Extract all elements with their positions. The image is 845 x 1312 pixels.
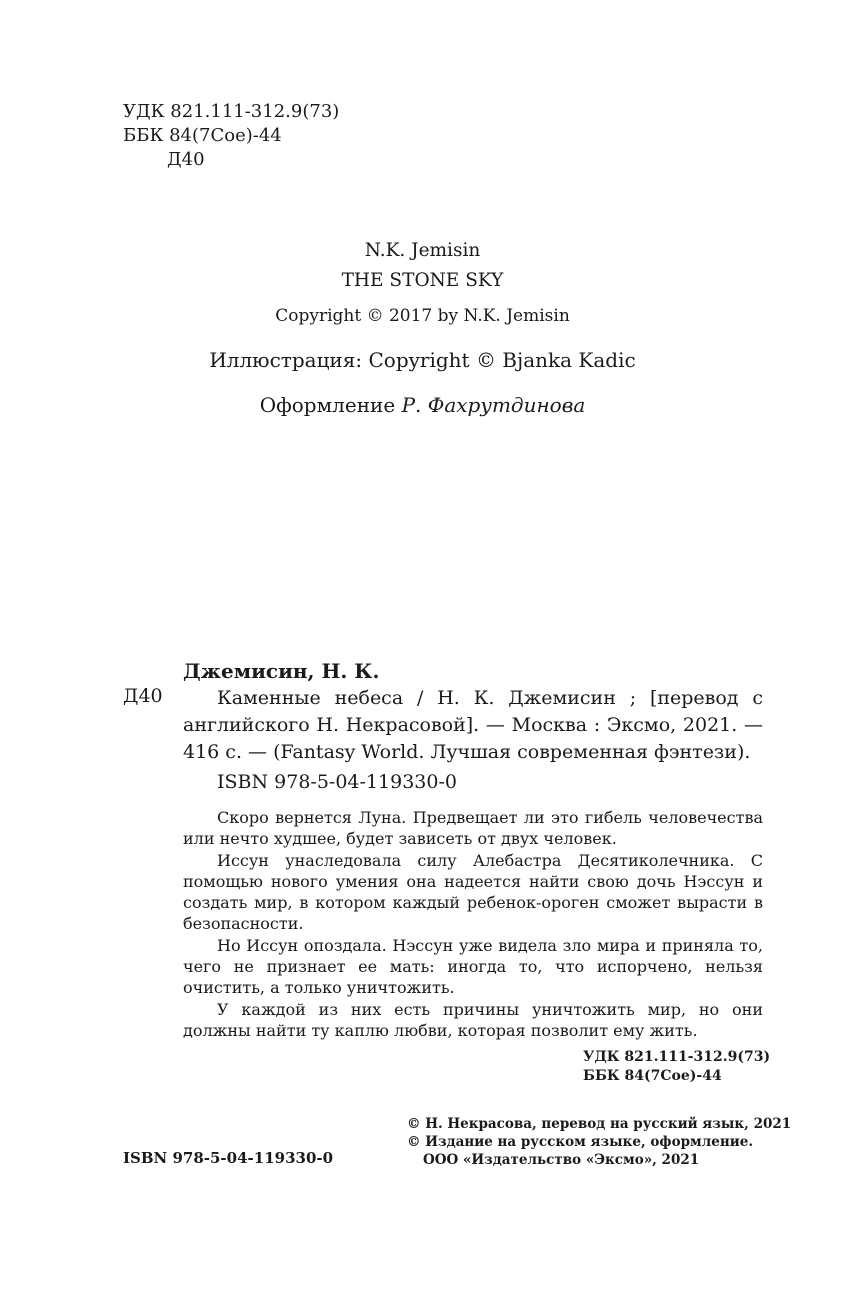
udk-code: УДК 821.111-312.9(73) <box>123 101 340 122</box>
bibliographic-description <box>183 685 763 766</box>
edition-copyright: © Издание на русском языке, оформление. <box>407 1134 754 1150</box>
isbn: ISBN 978-5-04-119330-0 <box>217 771 457 793</box>
description-text: Каменные небеса / Н. К. Джемисин ; [перевод с английского Н. Некрасовой]. — Москва : Эксмо, 2021. — 416 с. — (Fantasy World. Лучшая современная фэнтези). <box>183 687 763 763</box>
original-author: N.K. Jemisin <box>364 240 481 261</box>
annotation-paragraph: Но Иссун опоздала. Нэссун уже видела зло мира и приняла то, чего не признает ее мать: иногда то, что испорчено, нельзя очистить, а только уничтожить. <box>183 935 763 998</box>
bottom-isbn: ISBN 978-5-04-119330-0 <box>123 1149 334 1167</box>
copyright-notices <box>407 1115 791 1169</box>
author-mark: Д40 <box>167 149 205 170</box>
design-credit <box>0 393 845 417</box>
bibliographic-author: Джемисин, Н. К. <box>183 659 380 683</box>
design-name: Р. Фахрутдинова <box>401 393 586 417</box>
bibliographic-mark: Д40 <box>123 685 163 707</box>
bottom-bbk: ББК 84(7Сое)-44 <box>583 1068 722 1084</box>
classification-codes <box>123 100 339 172</box>
bbk-code: ББК 84(7Сое)-44 <box>123 125 282 146</box>
annotation-paragraph: Иссун унаследовала силу Алебастра Десятиколечника. С помощью нового умения она надеется найти свою дочь Нэссун и создать мир, в котором каждый ребенок-ороген сможет вырасти в безопасности. <box>183 850 763 934</box>
translation-copyright: © Н. Некрасова, перевод на русский язык, 2021 <box>407 1116 792 1132</box>
annotation <box>183 807 763 1041</box>
annotation-paragraph: Скоро вернется Луна. Предвещает ли это гибель человечества или нечто худшее, будет зависеть от двух человек. <box>183 808 763 849</box>
illustration-credit: Иллюстрация: Copyright © Bjanka Kadic <box>209 348 636 372</box>
annotation-paragraph: У каждой из них есть причины уничтожить мир, но они должны найти ту каплю любви, которая позволит ему жить. <box>183 999 763 1040</box>
publisher-copyright: ООО «Издательство «Эксмо», 2021 <box>423 1152 700 1168</box>
bottom-classification-codes <box>583 1048 770 1086</box>
design-label: Оформление <box>259 393 396 417</box>
original-copyright: Copyright © 2017 by N.K. Jemisin <box>275 306 570 326</box>
original-title: THE STONE SKY <box>341 270 504 291</box>
bottom-udk: УДК 821.111-312.9(73) <box>583 1049 771 1065</box>
